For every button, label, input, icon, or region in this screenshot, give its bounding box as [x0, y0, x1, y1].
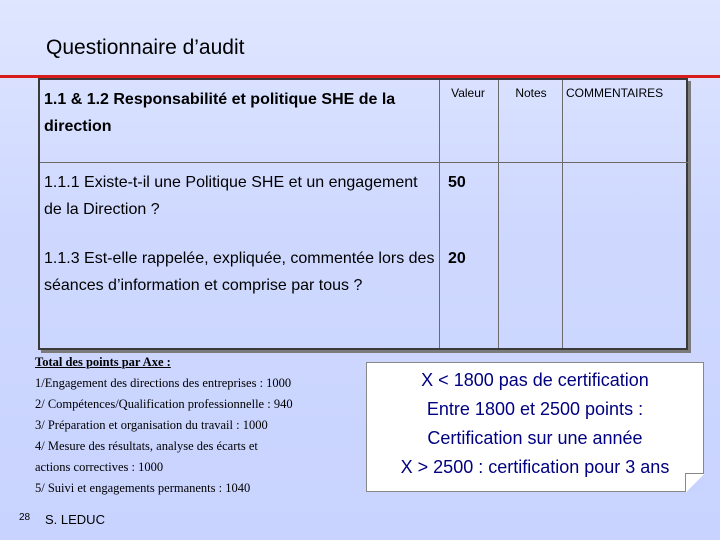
page-fold-icon — [685, 473, 704, 492]
question-1-1-3: 1.1.3 Est-elle rappelée, expliquée, commentée lors des séances d’information et comprise par tous ? — [44, 250, 435, 294]
callout-line: Entre 1800 et 2500 points : — [426, 399, 644, 419]
totals-heading: Total des points par Axe : — [35, 355, 171, 369]
totals-line: 2/ Compétences/Qualification professionnelle : 940 — [35, 397, 293, 411]
header-valeur: Valeur — [451, 86, 485, 100]
col-divider-notes — [498, 80, 499, 348]
valeur-1-1-1: 50 — [448, 174, 466, 191]
points-totals — [35, 352, 365, 499]
header-section: 1.1 & 1.2 Responsabilité et politique SHE de la direction — [44, 91, 396, 135]
slide-title: Questionnaire d’audit — [46, 36, 245, 59]
author-name: S. LEDUC — [45, 512, 105, 527]
question-1-1-1: 1.1.1 Existe-t-il une Politique SHE et un engagement de la Direction ? — [44, 174, 418, 218]
page-number: 28 — [19, 512, 31, 523]
totals-line: 4/ Mesure des résultats, analyse des écarts et — [35, 439, 258, 453]
callout-line: X > 2500 : certification pour 3 ans — [400, 457, 670, 477]
totals-line: 5/ Suivi et engagements permanents : 1040 — [35, 481, 251, 495]
totals-line: actions correctives : 1000 — [35, 460, 164, 474]
callout-line: X < 1800 pas de certification — [421, 370, 649, 390]
totals-line: 3/ Préparation et organisation du travail : 1000 — [35, 418, 268, 432]
header-notes: Notes — [515, 86, 547, 100]
valeur-1-1-3: 20 — [448, 250, 466, 267]
header-commentaires: COMMENTAIRES — [566, 86, 664, 100]
totals-line: 1/Engagement des directions des entreprises : 1000 — [35, 376, 292, 390]
audit-table — [38, 78, 688, 350]
certification-callout — [366, 362, 704, 492]
header-row-divider — [40, 162, 688, 163]
callout-line: Certification sur une année — [427, 428, 643, 448]
col-divider-comments — [562, 80, 563, 348]
col-divider-valeur — [439, 80, 440, 348]
